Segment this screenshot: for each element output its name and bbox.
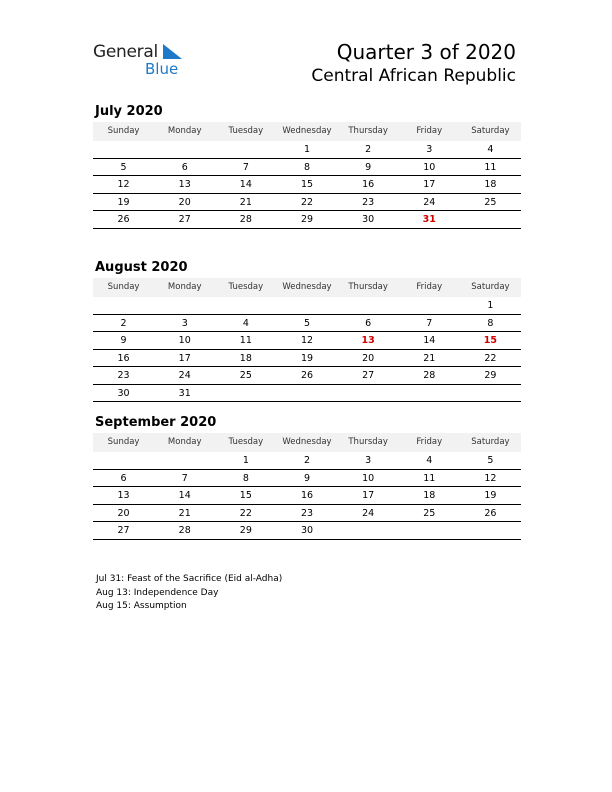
- day-cell: 23: [362, 196, 375, 208]
- day-cell: [276, 297, 337, 314]
- day-cell: 14: [423, 335, 436, 346]
- day-cell: 22: [239, 507, 252, 519]
- day-cell: 1: [303, 144, 311, 155]
- day-cell: 17: [178, 352, 191, 364]
- day-cell: 6: [120, 472, 127, 484]
- day-cell: 29: [484, 370, 497, 381]
- day-cell: 7: [242, 161, 249, 173]
- day-cell: 8: [487, 317, 494, 329]
- weekday-label: Monday: [167, 282, 202, 292]
- day-cell: [93, 141, 154, 158]
- day-cell: 21: [178, 507, 191, 519]
- holiday-note: Aug 13: Independence Day: [96, 587, 219, 598]
- weekday-label: Sunday: [107, 282, 140, 292]
- day-cell: 5: [487, 455, 494, 466]
- day-cell: 24: [178, 370, 191, 381]
- week-row: [93, 141, 521, 159]
- day-cell: 16: [117, 352, 130, 364]
- day-cell: 12: [117, 179, 130, 190]
- weekday-header: [93, 122, 521, 141]
- day-cell: 14: [178, 490, 191, 501]
- day-cell: 28: [178, 525, 191, 536]
- day-cell: 20: [178, 196, 191, 208]
- weekday-label: Wednesday: [282, 282, 332, 292]
- day-cell: 17: [423, 179, 436, 190]
- day-cell: 19: [300, 352, 314, 364]
- logo-general-text: General: [93, 42, 158, 62]
- week-row: [93, 452, 521, 470]
- day-cell: 31: [178, 387, 191, 399]
- day-cell: 6: [181, 161, 188, 173]
- weekday-label: Friday: [416, 282, 443, 292]
- day-cell: 13: [361, 335, 375, 346]
- week-row: [93, 487, 521, 505]
- day-cell: 5: [303, 317, 311, 329]
- day-cell: 18: [239, 352, 252, 364]
- day-cell: 3: [365, 455, 372, 466]
- day-cell: 26: [484, 507, 497, 519]
- weekday-label: Sunday: [107, 437, 140, 447]
- day-cell: 2: [120, 317, 127, 329]
- day-cell: 25: [423, 507, 436, 519]
- day-cell: 30: [117, 387, 130, 399]
- day-cell: 24: [423, 196, 436, 208]
- day-cell: 9: [120, 335, 127, 346]
- week-row: [93, 315, 521, 333]
- weekday-label: Tuesday: [228, 282, 264, 292]
- week-row: [93, 505, 521, 523]
- weekday-label: Saturday: [471, 437, 510, 447]
- logo-blue-text: Blue: [145, 60, 179, 78]
- month-august: [93, 258, 521, 402]
- week-row: [93, 211, 521, 229]
- week-row: [93, 159, 521, 177]
- page-title: Quarter 3 of 2020: [336, 40, 516, 64]
- week-row: [93, 367, 521, 385]
- day-cell: [338, 522, 399, 539]
- logo-triangle-icon: [161, 44, 183, 60]
- day-cell: 25: [239, 370, 252, 381]
- weekday-header: [93, 278, 521, 297]
- day-cell: 12: [300, 335, 314, 346]
- day-cell: 10: [362, 472, 375, 484]
- weekday-label: Monday: [167, 126, 202, 136]
- month-title: July 2020: [95, 104, 163, 119]
- weekday-label: Tuesday: [228, 126, 264, 136]
- day-cell: [215, 385, 276, 402]
- day-cell: 7: [426, 317, 433, 329]
- day-cell: 20: [362, 352, 375, 364]
- week-row: [93, 194, 521, 212]
- day-cell: 15: [483, 335, 498, 346]
- day-cell: 26: [300, 370, 314, 381]
- day-cell: 11: [423, 472, 436, 484]
- weekday-label: Saturday: [471, 282, 510, 292]
- day-cell: 31: [422, 214, 436, 225]
- weekday-label: Saturday: [471, 126, 510, 136]
- day-cell: [93, 297, 154, 314]
- week-row: [93, 470, 521, 488]
- day-cell: 10: [178, 335, 191, 346]
- day-cell: 20: [117, 507, 130, 519]
- month-july: [93, 102, 521, 229]
- weekday-label: Wednesday: [282, 126, 332, 136]
- day-cell: [399, 522, 460, 539]
- holiday-note: Jul 31: Feast of the Sacrifice (Eid al-Adha): [96, 574, 283, 584]
- day-cell: 21: [239, 196, 252, 208]
- day-cell: [338, 297, 399, 314]
- day-cell: 3: [426, 144, 433, 155]
- day-cell: 16: [300, 490, 314, 501]
- day-cell: [215, 141, 276, 158]
- day-cell: 6: [365, 317, 372, 329]
- day-cell: 2: [303, 455, 311, 466]
- country-name: Central African Republic: [311, 66, 516, 86]
- day-cell: [399, 297, 460, 314]
- day-cell: [399, 385, 460, 402]
- generalblue-logo: [93, 40, 193, 80]
- day-cell: 27: [362, 370, 375, 381]
- day-cell: 28: [239, 214, 252, 225]
- day-cell: 28: [423, 370, 436, 381]
- weekday-header: [93, 433, 521, 452]
- day-cell: 4: [487, 144, 494, 155]
- day-cell: 4: [426, 455, 433, 466]
- day-cell: 4: [242, 317, 249, 329]
- holiday-note: Aug 15: Assumption: [96, 601, 187, 611]
- day-cell: 13: [178, 179, 191, 190]
- day-cell: 23: [300, 507, 314, 519]
- weekday-label: Thursday: [348, 282, 388, 292]
- day-cell: [215, 297, 276, 314]
- weekday-label: Sunday: [107, 126, 140, 136]
- weekday-label: Thursday: [348, 126, 388, 136]
- week-row: [93, 522, 521, 540]
- day-cell: 27: [178, 214, 191, 225]
- month-title: September 2020: [95, 415, 217, 430]
- day-cell: [460, 385, 521, 402]
- week-row: [93, 297, 521, 315]
- day-cell: [460, 522, 521, 539]
- day-cell: 25: [484, 196, 497, 208]
- day-cell: 21: [423, 352, 436, 364]
- day-cell: 29: [239, 525, 252, 536]
- month-title: August 2020: [95, 260, 188, 275]
- day-cell: 10: [423, 161, 436, 173]
- day-cell: 12: [484, 472, 497, 484]
- day-cell: 3: [181, 317, 188, 329]
- weekday-label: Tuesday: [228, 437, 264, 447]
- weekday-label: Friday: [416, 126, 443, 136]
- day-cell: 17: [362, 490, 375, 501]
- day-cell: 18: [484, 179, 497, 190]
- day-cell: 14: [239, 179, 252, 190]
- day-cell: 29: [300, 214, 314, 225]
- day-cell: [276, 385, 337, 402]
- day-cell: 26: [117, 214, 130, 225]
- day-cell: 19: [484, 490, 497, 501]
- day-cell: 2: [365, 144, 372, 155]
- day-cell: 8: [303, 161, 311, 173]
- day-cell: 1: [242, 455, 249, 466]
- week-row: [93, 176, 521, 194]
- week-row: [93, 350, 521, 368]
- day-cell: 5: [120, 161, 127, 173]
- day-cell: 9: [365, 161, 372, 173]
- week-row: [93, 332, 521, 350]
- weekday-label: Thursday: [348, 437, 388, 447]
- month-september: [93, 413, 521, 540]
- day-cell: 30: [362, 214, 375, 225]
- day-cell: 13: [117, 490, 130, 501]
- weekday-label: Friday: [416, 437, 443, 447]
- day-cell: 16: [362, 179, 375, 190]
- day-cell: 22: [300, 196, 314, 208]
- day-cell: 24: [362, 507, 375, 519]
- day-cell: 11: [484, 161, 497, 173]
- day-cell: [154, 452, 215, 469]
- day-cell: 18: [423, 490, 436, 501]
- day-cell: [154, 141, 215, 158]
- day-cell: 22: [484, 352, 497, 364]
- day-cell: 8: [242, 472, 249, 484]
- day-cell: 15: [300, 179, 314, 190]
- weekday-label: Wednesday: [282, 437, 332, 447]
- day-cell: 19: [117, 196, 130, 208]
- day-cell: 30: [300, 525, 314, 536]
- day-cell: [93, 452, 154, 469]
- day-cell: 15: [239, 490, 252, 501]
- day-cell: 1: [487, 300, 494, 311]
- day-cell: [338, 385, 399, 402]
- day-cell: [154, 297, 215, 314]
- day-cell: 11: [239, 335, 252, 346]
- day-cell: 23: [117, 370, 130, 381]
- day-cell: [460, 211, 521, 228]
- weekday-label: Monday: [167, 437, 202, 447]
- holiday-notes: [96, 573, 282, 614]
- day-cell: 9: [303, 472, 311, 484]
- week-row: [93, 385, 521, 403]
- day-cell: 7: [181, 472, 188, 484]
- day-cell: 27: [117, 525, 130, 536]
